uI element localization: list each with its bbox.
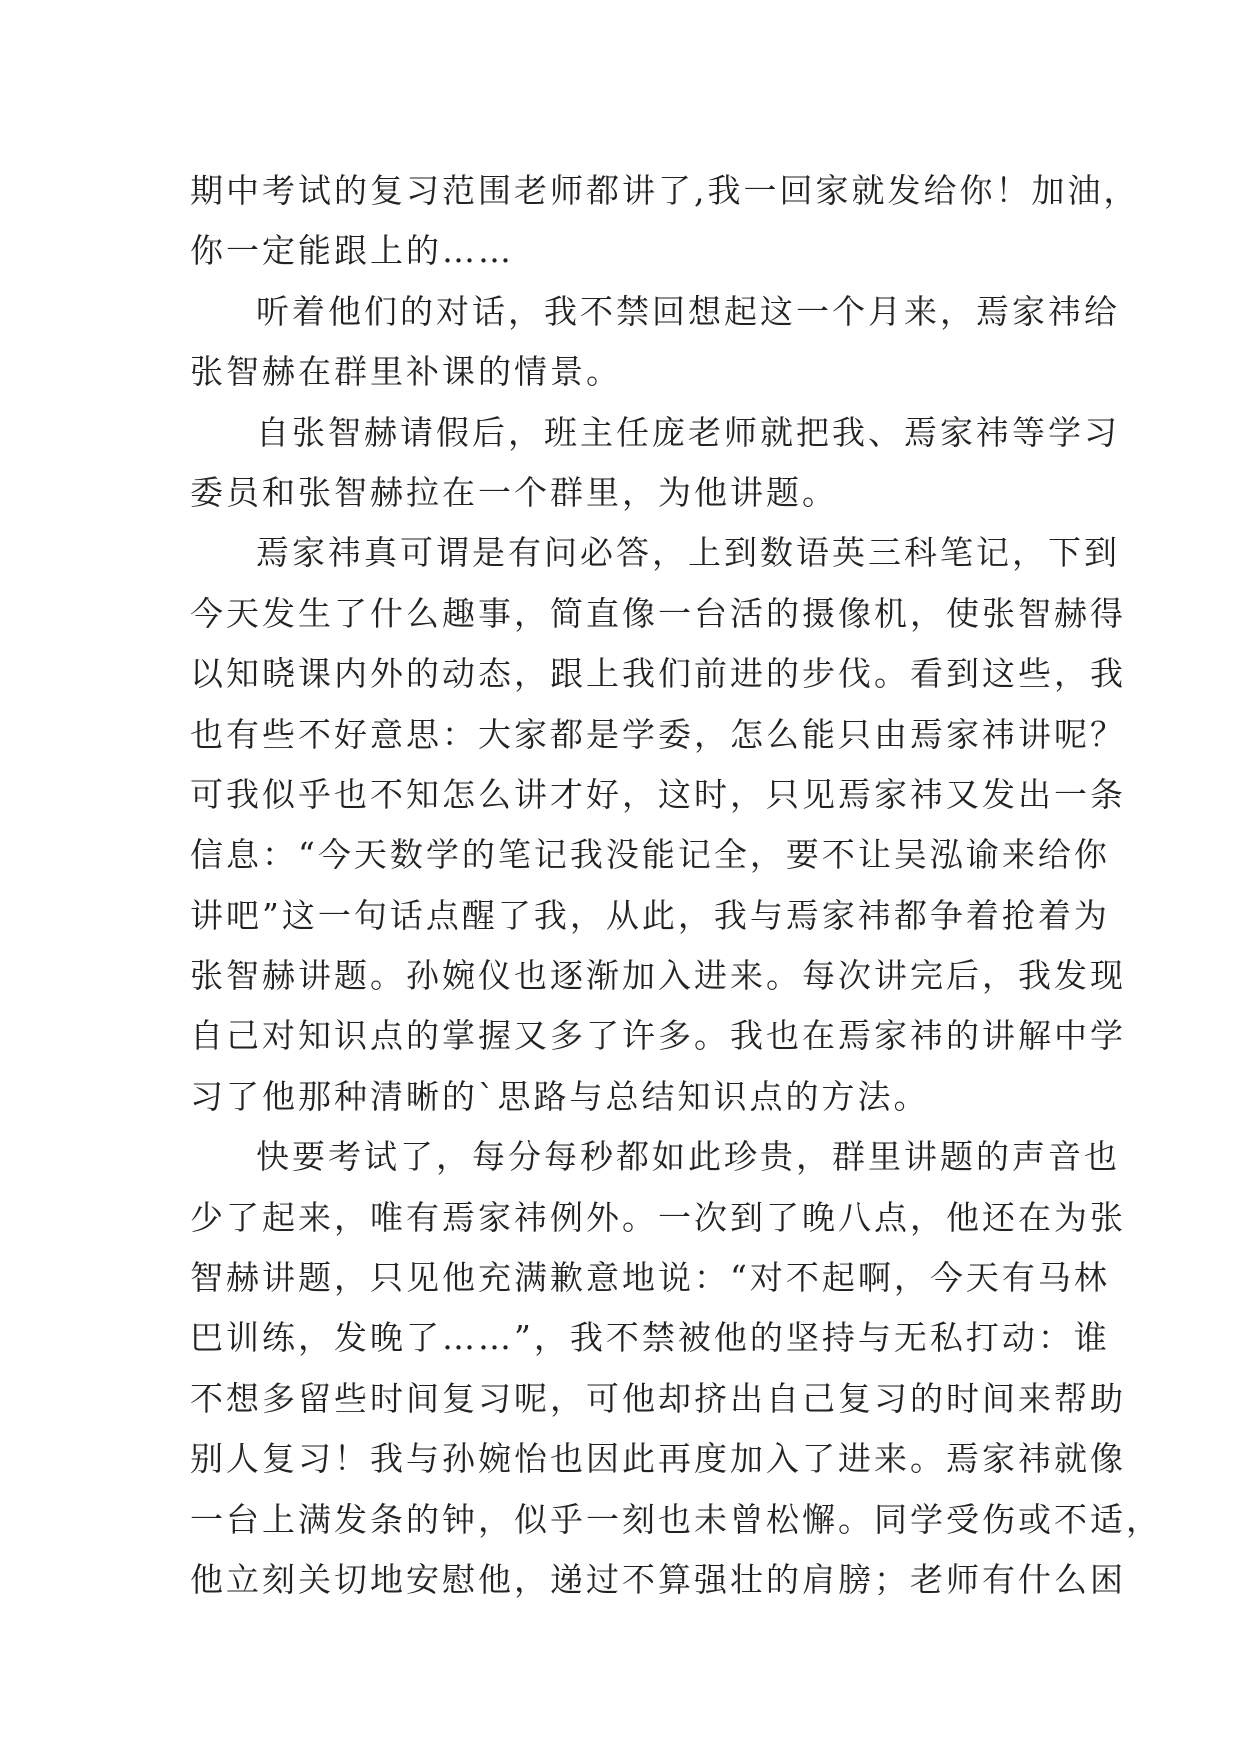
text-line: 不想多留些时间复习呢，可他却挤出自己复习的时间来帮助 [190, 1378, 1126, 1418]
paragraph-start-line: 快要考试了，每分每秒都如此珍贵，群里讲题的声音也 [256, 1137, 1120, 1177]
text-line: 可我似乎也不知怎么讲才好，这时，只见焉家祎又发出一条 [190, 774, 1126, 814]
text-line: 讲吧”这一句话点醒了我，从此，我与焉家祎都争着抢着为 [190, 895, 1110, 935]
text-line: 他立刻关切地安慰他，递过不算强壮的肩膀；老师有什么困 [190, 1559, 1126, 1599]
text-line: 少了起来，唯有焉家祎例外。一次到了晚八点，他还在为张 [190, 1197, 1126, 1237]
text-line: 委员和张智赫拉在一个群里，为他讲题。 [190, 472, 838, 512]
text-line: 今天发生了什么趣事，简直像一台活的摄像机，使张智赫得 [190, 593, 1126, 633]
essay-body [190, 161, 1162, 1610]
text-line: 自己对知识点的掌握又多了许多。我也在焉家祎的讲解中学 [190, 1016, 1126, 1056]
text-line: 张智赫在群里补课的情景。 [190, 352, 622, 392]
text-line: 一台上满发条的钟，似乎一刻也未曾松懈。同学受伤或不适， [190, 1499, 1162, 1539]
paragraph-start-line: 焉家祎真可谓是有问必答，上到数语英三科笔记，下到 [256, 533, 1120, 573]
text-line: 张智赫讲题。孙婉仪也逐渐加入进来。每次讲完后，我发现 [190, 956, 1126, 996]
text-line: 巴训练，发晚了……”，我不禁被他的坚持与无私打动：谁 [190, 1318, 1110, 1358]
text-line: 期中考试的复习范围老师都讲了,我一回家就发给你！加油， [190, 171, 1140, 210]
text-line: 习了他那种清晰的`思路与总结知识点的方法。 [190, 1076, 930, 1116]
text-line: 智赫讲题，只见他充满歉意地说：“对不起啊，今天有马林 [190, 1258, 1110, 1298]
text-line: 别人复习！我与孙婉怡也因此再度加入了进来。焉家祎就像 [190, 1439, 1126, 1479]
text-line: 以知晓课内外的动态，跟上我们前进的步伐。看到这些，我 [190, 654, 1126, 694]
paragraph-start-line: 听着他们的对话，我不禁回想起这一个月来，焉家祎给 [256, 291, 1120, 331]
paragraph-start-line: 自张智赫请假后，班主任庞老师就把我、焉家祎等学习 [256, 412, 1120, 452]
text-line: 也有些不好意思：大家都是学委，怎么能只由焉家祎讲呢？ [190, 714, 1126, 754]
text-line: 信息：“今天数学的笔记我没能记全，要不让吴泓谕来给你 [190, 835, 1110, 875]
text-line: 你一定能跟上的…… [190, 231, 514, 271]
